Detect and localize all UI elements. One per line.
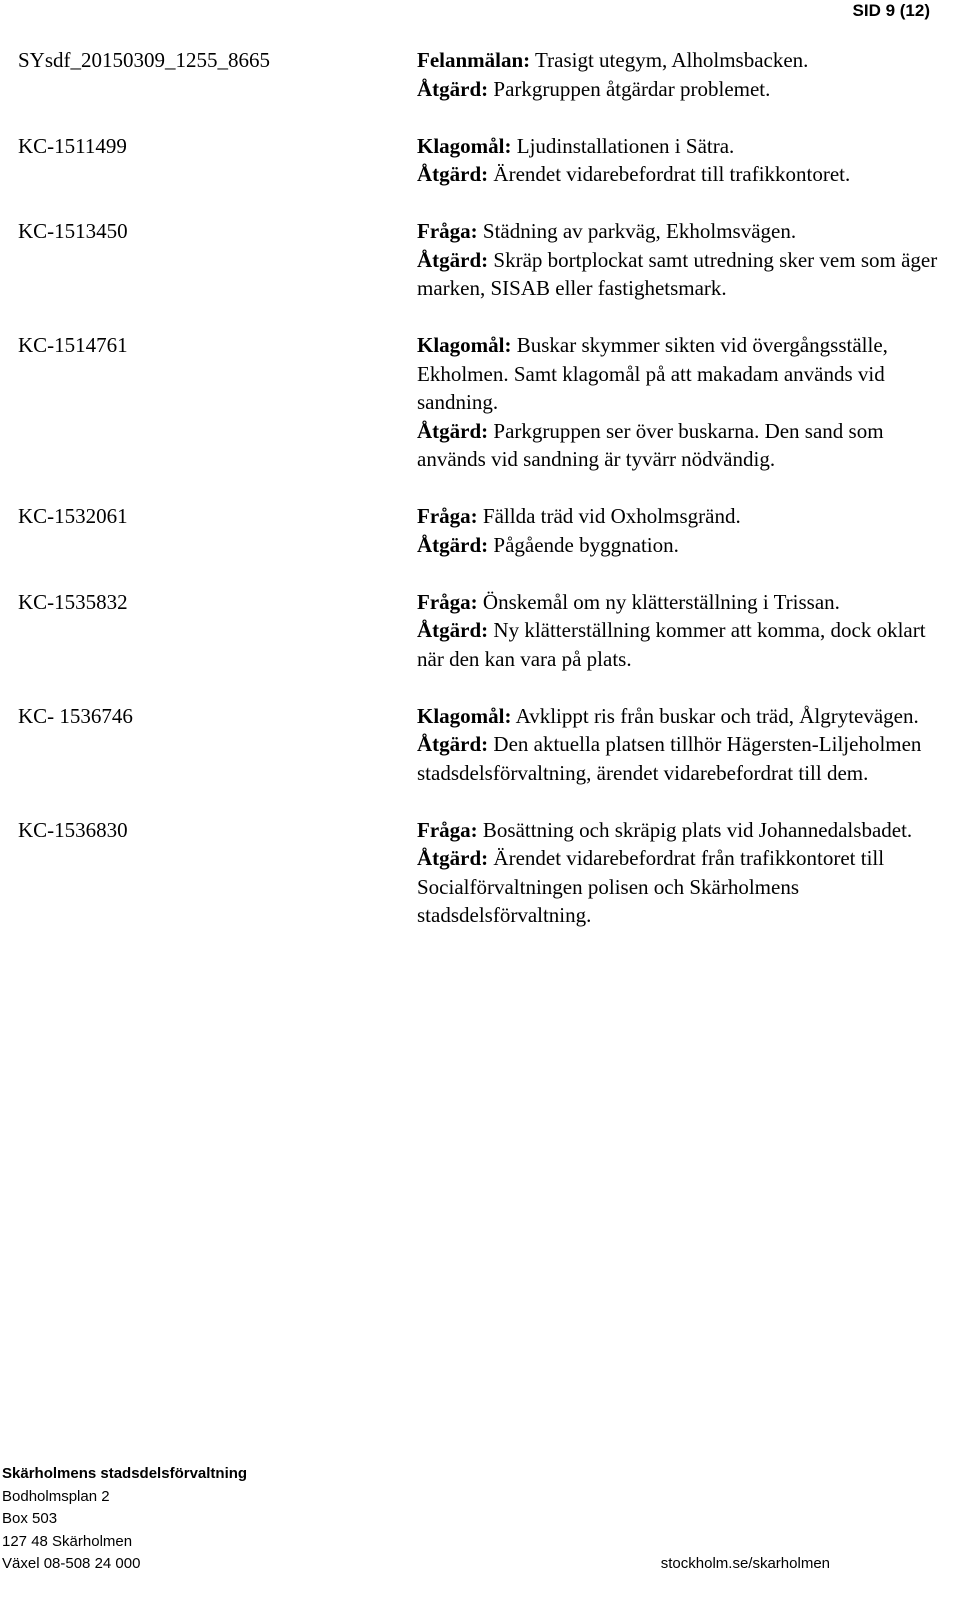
case-description — [417, 588, 938, 674]
footer — [0, 1463, 960, 1576]
case-field-label: Åtgärd: — [417, 418, 489, 443]
case-id: KC- 1536746 — [18, 703, 133, 728]
case-entry — [18, 331, 938, 474]
case-list — [18, 46, 938, 958]
case-entry — [18, 46, 938, 103]
case-paragraph — [417, 702, 938, 731]
case-paragraph — [417, 160, 938, 189]
case-field-label: Felanmälan: — [417, 48, 531, 72]
case-field-label: Klagomål: — [417, 703, 512, 728]
footer-box-address: Box 503 — [2, 1510, 58, 1527]
case-field-label: Åtgärd: — [417, 247, 489, 272]
footer-postal-address: 127 48 Skärholmen — [2, 1532, 133, 1550]
case-field-label: Klagomål: — [417, 333, 512, 357]
case-id: KC-1514761 — [18, 333, 128, 357]
footer-contact-row — [0, 1553, 960, 1576]
case-entry — [18, 502, 938, 559]
case-field-label: Åtgärd: — [417, 846, 489, 870]
case-paragraph — [417, 616, 938, 673]
case-paragraph — [417, 844, 938, 930]
case-paragraph — [417, 588, 938, 617]
case-field-label: Klagomål: — [417, 133, 512, 158]
case-paragraph — [417, 816, 938, 845]
case-paragraph — [417, 331, 938, 417]
case-field-text: Avklippt ris från buskar och träd, Ålgrytevägen. — [511, 703, 919, 728]
case-description — [417, 331, 938, 474]
case-paragraph — [417, 246, 938, 303]
case-paragraph — [417, 417, 938, 474]
case-field-text: Parkgruppen åtgärdar problemet. — [488, 76, 771, 101]
case-field-text: Ärendet vidarebefordrat till trafikkontoret. — [488, 162, 851, 186]
case-field-text: Ny klätterställning kommer att komma, dock oklart när den kan vara på plats. — [417, 618, 926, 671]
case-entry — [18, 588, 938, 674]
case-description — [417, 46, 938, 103]
case-field-label: Fråga: — [417, 589, 478, 614]
case-field-text: Skräp bortplockat samt utredning sker vem som äger marken, SISAB eller fastighetsmark. — [417, 247, 938, 300]
case-paragraph — [417, 730, 938, 787]
case-field-text: Bosättning och skräpig plats vid Johannedalsbadet. — [477, 817, 913, 842]
case-description — [417, 816, 938, 930]
case-field-label: Fråga: — [417, 817, 478, 842]
case-field-text: Trasigt utegym, Alholmsbacken. — [530, 48, 809, 72]
footer-phone: Växel 08-508 24 000 — [2, 1555, 141, 1572]
case-field-text: Buskar skymmer sikten vid övergångsställe, Ekholmen. Samt klagomål på att makadam används vid sandning. — [417, 333, 888, 414]
case-id: SYsdf_20150309_1255_8665 — [18, 48, 271, 72]
case-field-text: Önskemål om ny klätterställning i Trissan. — [477, 589, 840, 614]
footer-website: stockholm.se/skarholmen — [660, 1555, 830, 1572]
case-paragraph — [417, 132, 938, 161]
case-field-text: Den aktuella platsen tillhör Hägersten-Liljeholmen stadsdelsförvaltning, ärendet vidarebefordrat till dem. — [417, 732, 922, 785]
case-id: KC-1535832 — [18, 589, 128, 614]
case-id: KC-1511499 — [18, 133, 127, 158]
case-entry — [18, 217, 938, 303]
case-field-label: Åtgärd: — [417, 732, 489, 756]
page-number: SID 9 (12) — [852, 1, 930, 20]
case-paragraph — [417, 46, 938, 75]
case-entry — [18, 702, 938, 788]
case-paragraph — [417, 531, 938, 560]
case-field-label: Åtgärd: — [417, 162, 489, 186]
case-paragraph — [417, 217, 938, 246]
case-description — [417, 502, 938, 559]
case-entry — [18, 132, 938, 189]
case-field-label: Fråga: — [417, 219, 478, 243]
case-id: KC-1532061 — [18, 504, 128, 528]
case-field-text: Fällda träd vid Oxholmsgränd. — [477, 504, 741, 528]
footer-street-address: Bodholmsplan 2 — [2, 1487, 110, 1505]
case-field-label: Åtgärd: — [417, 618, 489, 642]
case-id: KC-1536830 — [18, 817, 128, 842]
case-field-label: Fråga: — [417, 504, 478, 528]
case-entry — [18, 816, 938, 930]
case-description — [417, 132, 938, 189]
case-description — [417, 702, 938, 788]
case-field-label: Åtgärd: — [417, 76, 489, 101]
case-field-text: Städning av parkväg, Ekholmsvägen. — [477, 219, 797, 243]
case-id: KC-1513450 — [18, 219, 128, 243]
case-field-text: Parkgruppen ser över buskarna. Den sand som används vid sandning är tyvärr nödvändig. — [417, 418, 884, 471]
case-paragraph — [417, 502, 938, 531]
case-paragraph — [417, 75, 938, 104]
case-description — [417, 217, 938, 303]
case-field-text: Ljudinstallationen i Sätra. — [511, 133, 735, 158]
case-field-label: Åtgärd: — [417, 532, 489, 557]
case-field-text: Pågående byggnation. — [488, 532, 679, 557]
footer-organization: Skärholmens stadsdelsförvaltning — [2, 1465, 248, 1482]
case-field-text: Ärendet vidarebefordrat från trafikkontoret till Socialförvaltningen polisen och Skärholmens stadsdelsförvaltning. — [417, 846, 885, 927]
